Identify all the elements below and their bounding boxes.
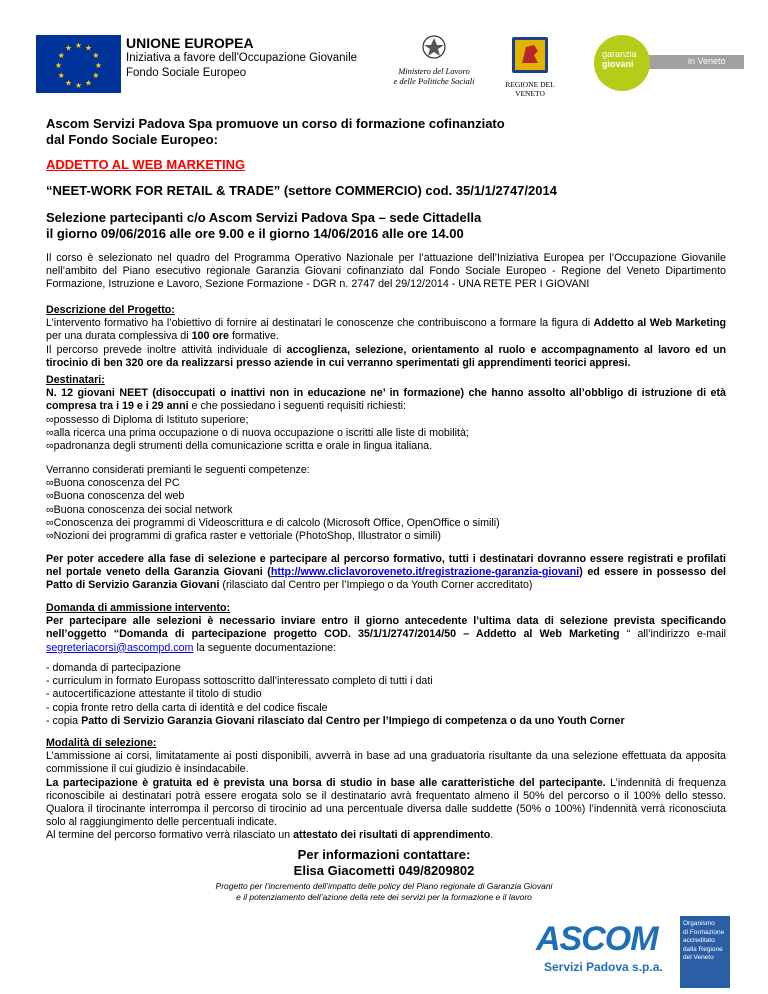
svg-text:★: ★ bbox=[74, 81, 83, 90]
ministero-line2: e delle Politiche Sociali bbox=[393, 76, 475, 86]
svg-text:★: ★ bbox=[57, 51, 65, 60]
competenza-item: ∞Nozioni dei programmi di grafica raster e vettoriale (PhotoShop, Illustrator o simili) bbox=[46, 530, 441, 543]
svg-text:★: ★ bbox=[84, 43, 93, 53]
contatti-line2: Elisa Giacometti 049/8209802 bbox=[293, 863, 475, 878]
svg-text:★: ★ bbox=[84, 78, 93, 88]
documenti-list bbox=[46, 662, 726, 728]
domanda-section: Domanda di ammissione intervento: Per partecipare alle selezioni è necessario inviare entro il giorno antecedente l’ultima data di selezione prevista specificando nell’oggetto “Domanda di partecipazione progetto COD. 35/1/1/2747/2014/50 – Addetto al Web Marketing “ all’indirizzo e-mail segreteriacorsi@ascompd.com la seguente documentazione: bbox=[46, 602, 726, 654]
destinatari-section: Destinatari: N. 12 giovani NEET (disoccupati o inattivi non in educazione ne’ in formazione) che hanno assolto all’obbligo di istruzione di età compresa tra i 19 e i 29 anni e che possiedano i seguenti requisiti richiesti: ∞possesso di Diploma di Istituto superiore; ∞alla ricerca una prima occupazione o di nuova occupazione o iscritti alle liste di mobilità; ∞padronanza degli strumenti della comunicazione scritta e orale in lingua italiana. bbox=[46, 374, 726, 453]
eu-flag-logo bbox=[36, 35, 121, 93]
documento-item: - curriculum in formato Europass sottoscritto dall’interessato completo di tutti i dati bbox=[46, 675, 433, 688]
intro-heading: Ascom Servizi Padova Spa promuove un corso di formazione cofinanziato dal Fondo Sociale Europeo: bbox=[46, 116, 505, 147]
competenze-section: Verranno considerati premianti le seguenti competenze: ∞Buona conoscenza del PC ∞Buona conoscenza del web ∞Buona conoscenza dei social network ∞Conoscenza dei programmi di Videoscrittura e di calcolo (Microsoft Office, OpenOffice o simili) ∞Nozioni dei programmi di grafica raster e vettoriale (PhotoShop, Illustrator o simili) bbox=[46, 464, 726, 543]
gg-line2: giovani bbox=[602, 59, 634, 69]
registrazione-section: Per poter accedere alla fase di selezione e partecipare al percorso formativo, tutti i destinatari dovranno essere registrati e profilati nel portale veneto della Garanzia Giovani (http://www.cliclavoroveneto.it/registrazione-garanzia-giovani) ed essere in possesso del Patto di Servizio Garanzia Giovani (rilasciato dal Centro per l’Impiego o da Youth Corner accreditato) bbox=[46, 553, 726, 592]
descrizione-section: Descrizione del Progetto: L’intervento formativo ha l’obiettivo di fornire ai destinatari le conoscenze che contribuiscono a formare la figura di Addetto al Web Marketing per una durata complessiva di 100 ore formative. Il percorso prevede inoltre attività individuale di accoglienza, selezione, orientamento al ruolo e accompagnamento al lavoro ed un tirocinio di ben 320 ore da realizzarsi presso aziende in cui verranno sperimentati gli apprendimenti teorici appresi. bbox=[46, 304, 727, 369]
requisito-item: ∞padronanza degli strumenti della comunicazione scritta e orale in lingua italiana. bbox=[46, 440, 433, 453]
footnote: Progetto per l’incremento dell’impatto delle policy del Piano regionale di Garanzia Giovani e il potenziamento dell’azione della rete dei servizi per la formazione e il lavoro bbox=[215, 881, 553, 902]
ministero-line1: Ministero del Lavoro bbox=[398, 66, 470, 76]
requisito-item: ∞alla ricerca una prima occupazione o di nuova occupazione o iscritti alle liste di mobilità; bbox=[46, 426, 469, 439]
domanda-heading: Domanda di ammissione intervento: bbox=[46, 602, 231, 614]
svg-text:★: ★ bbox=[94, 61, 103, 70]
eu-stars-icon bbox=[36, 35, 121, 93]
selection-info: Selezione partecipanti c/o Ascom Servizi Padova Spa – sede Cittadella il giorno 09/06/2016 alle ore 9.00 e il giorno 14/06/2016 alle ore 14.00 bbox=[46, 210, 482, 241]
competenza-item: ∞Buona conoscenza del web bbox=[46, 490, 185, 503]
documento-item: - autocertificazione attestante il titolo di studio bbox=[46, 688, 262, 701]
garanzia-giovani-logo bbox=[594, 35, 744, 91]
lion-shield-icon bbox=[490, 33, 570, 79]
regione-label: REGIONE DEL VENETO bbox=[505, 80, 555, 98]
ministero-logo bbox=[388, 33, 480, 95]
eu-title: UNIONE EUROPEA bbox=[126, 35, 254, 51]
regione-veneto-logo bbox=[490, 33, 570, 98]
course-code: “NEET-WORK FOR RETAIL & TRADE” (settore COMMERCIO) cod. 35/1/1/2747/2014 bbox=[46, 183, 557, 198]
program-text: Il corso è selezionato nel quadro del Programma Operativo Nazionale per l’attuazione dell’Iniziativa Europea per l’Occupazione Giovanile nell’ambito del Piano esecutivo regionale Garanzia Giovani cofinanziato dal Fondo Sociale Europeo - Regione del Veneto Dipartimento Formazione, Istruzione e Lavoro, Sezione Formazione - DGR n. 2747 del 29/12/2014 - UNA RETE PER I GIOVANI bbox=[46, 252, 726, 291]
competenza-item: ∞Conoscenza dei programmi di Videoscrittura e di calcolo (Microsoft Office, OpenOffice o simili) bbox=[46, 516, 500, 529]
competenza-item: ∞Buona conoscenza del PC bbox=[46, 477, 180, 490]
gg-line1: garanzia bbox=[602, 49, 637, 59]
ascom-name: ASCOM bbox=[536, 920, 658, 958]
svg-text:★: ★ bbox=[74, 41, 83, 50]
documento-item: - domanda di partecipazione bbox=[46, 662, 181, 674]
svg-text:★: ★ bbox=[64, 78, 73, 88]
modalita-section: Modalità di selezione: L’ammissione ai corsi, limitatamente ai posti disponibili, avverrà in base ad una graduatoria risultante da una selezione effettuata da apposita commissione il cui giudizio è insindacabile. La partecipazione è gratuita ed è prevista una borsa di studio in base alle caratteristiche del partecipante. L’indennità di frequenza riconoscibile ai destinatari potrà essere erogata solo se il destinatario avrà frequentato almeno il 50% del percorso o il 100% dello stesso. Qualora il tirocinante interrompa il percorso di tirocinio ad una percentuale diversa dalle suddette (50% o 100%) l’indennità verrà riconosciuta solo al raggiungimento delle percentuali indicate. Al termine del percorso formativo verrà rilasciato un attestato dei risultati di apprendimento. bbox=[46, 737, 726, 842]
documento-item: - copia fronte retro della carta di identità e del codice fiscale bbox=[46, 701, 328, 714]
destinatari-heading: Destinatari: bbox=[46, 374, 105, 386]
course-title: ADDETTO AL WEB MARKETING bbox=[46, 157, 246, 172]
requisito-item: ∞possesso di Diploma di Istituto superiore; bbox=[46, 413, 249, 426]
ascom-accreditation-box: Organismo di Formazione accreditato dalla Regione del Veneto bbox=[680, 916, 730, 988]
documento-item: - copia Patto di Servizio Garanzia Giovani rilasciato dal Centro per l’Impiego di competenza o da uno Youth Corner bbox=[46, 714, 625, 727]
svg-text:★: ★ bbox=[92, 71, 100, 80]
eu-subtitle-2: Fondo Sociale Europeo bbox=[126, 67, 247, 79]
svg-text:★: ★ bbox=[92, 51, 100, 60]
email-link[interactable]: segreteriacorsi@ascompd.com bbox=[46, 641, 194, 654]
eu-subtitle-1: Iniziativa a favore dell'Occupazione Giovanile bbox=[126, 52, 358, 64]
contatti-line1: Per informazioni contattare: bbox=[297, 847, 471, 862]
svg-text:★: ★ bbox=[54, 61, 63, 70]
svg-text:★: ★ bbox=[64, 43, 73, 53]
gg-in-veneto: in Veneto bbox=[688, 56, 726, 66]
svg-text:★: ★ bbox=[57, 71, 65, 80]
descrizione-heading: Descrizione del Progetto: bbox=[46, 304, 175, 316]
ascom-sub: Servizi Padova s.p.a. bbox=[544, 960, 663, 974]
contatti bbox=[0, 847, 768, 879]
competenza-item: ∞Buona conoscenza dei social network bbox=[46, 503, 233, 516]
registrazione-link[interactable]: http://www.cliclavoroveneto.it/registrazione-garanzia-giovani bbox=[270, 566, 580, 579]
ascom-logo bbox=[536, 916, 736, 988]
modalita-heading: Modalità di selezione: bbox=[46, 737, 157, 749]
